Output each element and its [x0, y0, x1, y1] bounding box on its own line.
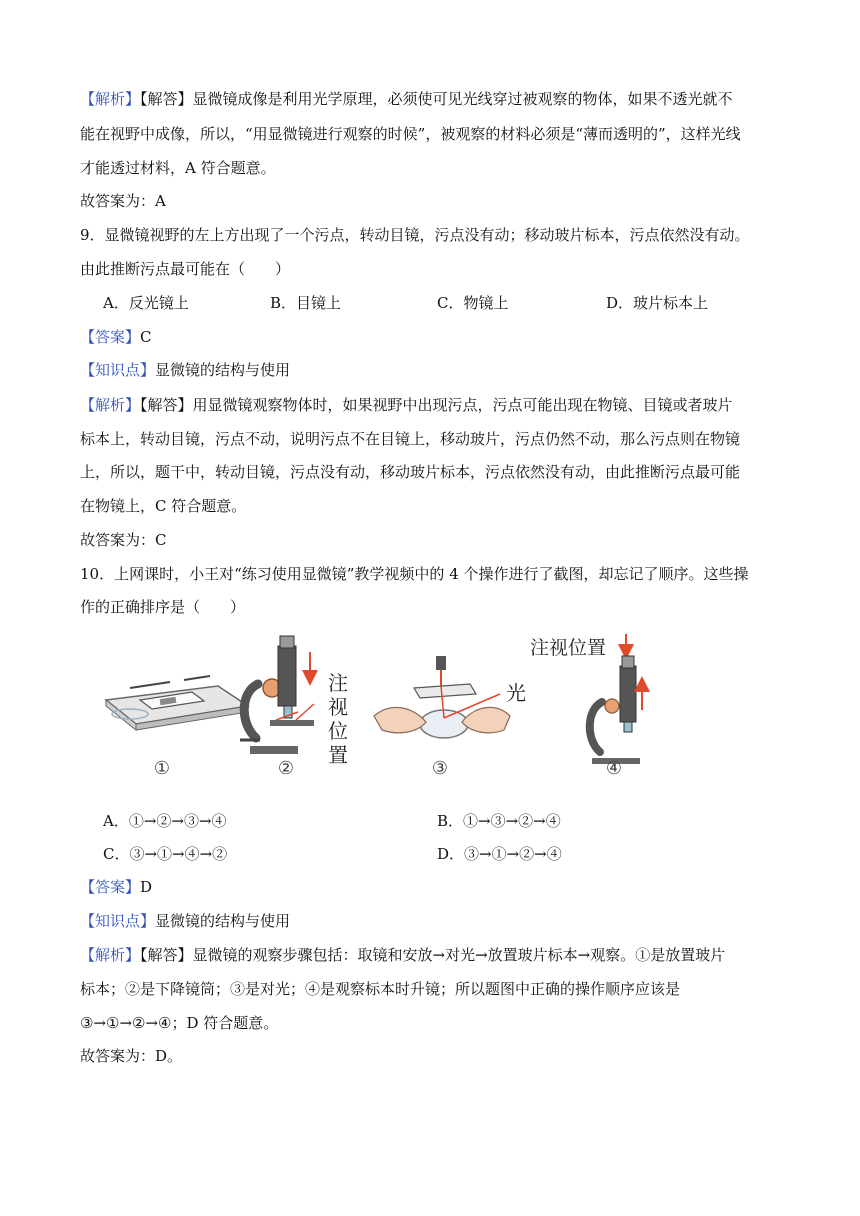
q10-stem-line-1: 10．上网课时，小王对“练习使用显微镜”教学视频中的 4 个操作进行了截图，却忘记了顺序。这些操 — [80, 565, 749, 583]
knowledge-tag: 【知识点】 — [80, 912, 156, 930]
microscope-steps-svg — [100, 628, 680, 784]
step2-watch-label-char-4: 置 — [328, 743, 348, 767]
analysis-tag: 【解析】 — [80, 946, 141, 964]
q10-option-c: C．③→①→④→② — [103, 845, 228, 863]
q10-option-b: B．①→③→②→④ — [437, 812, 561, 830]
q9-knowledge: 【知识点】显微镜的结构与使用 — [80, 361, 291, 379]
q10-answer: 【答案】D — [80, 878, 153, 896]
answer-tag: 【答案】 — [80, 328, 141, 346]
q9-analysis-line-3: 上，所以，题干中，转动目镜，污点没有动，移动玻片标本，污点依然没有动，由此推断污点最可能 — [80, 463, 741, 481]
step2-watch-label-char-2: 视 — [328, 695, 348, 719]
q10-analysis-line-2: 标本；②是下降镜筒；③是对光；④是观察标本时升镜；所以题图中正确的操作顺序应该是 — [80, 980, 681, 998]
step4-microscope-illustration — [530, 634, 642, 764]
q10-final-answer: 故答案为：D。 — [80, 1047, 183, 1065]
q9-option-b: B．目镜上 — [270, 294, 342, 312]
q10-analysis-line-3: ③→①→②→④；D 符合题意。 — [80, 1014, 279, 1032]
q9-option-d: D．玻片标本上 — [606, 294, 709, 312]
knowledge-tag: 【知识点】 — [80, 361, 156, 379]
q8-analysis-line-3: 才能透过材料，A 符合题意。 — [80, 159, 276, 177]
step3-mirror-illustration — [374, 656, 510, 738]
q10-knowledge: 【知识点】显微镜的结构与使用 — [80, 912, 291, 930]
answer-tag: 【答案】 — [80, 878, 141, 896]
microscope-steps-figure — [100, 628, 680, 784]
step3-label: ③ — [431, 758, 449, 779]
q10-analysis-line-1: 【解析】【解答】显微镜的观察步骤包括：取镜和安放→对光→放置玻片标本→观察。①是放置玻片 — [80, 946, 726, 964]
q10-option-a: A．①→②→③→④ — [103, 812, 227, 830]
q8-analysis-line-2: 能在视野中成像，所以，“用显微镜进行观察的时候”，被观察的材料必须是“薄而透明的”，这样光线 — [80, 125, 741, 143]
q9-analysis-line-1: 【解析】【解答】用显微镜观察物体时，如果视野中出现污点，污点可能出现在物镜、目镜或者玻片 — [80, 396, 733, 414]
q9-final-answer: 故答案为：C — [80, 531, 167, 549]
step2-watch-label-char-3: 位 — [328, 719, 348, 743]
q9-analysis-line-4: 在物镜上，C 符合题意。 — [80, 497, 247, 515]
step1-label: ① — [153, 758, 171, 779]
step1-stage-illustration — [106, 676, 248, 730]
analysis-tag: 【解析】 — [80, 90, 141, 108]
step2-watch-label-char-1: 注 — [328, 671, 348, 695]
q9-analysis-line-2: 标本上，转动目镜，污点不动，说明污点不在目镜上，移动玻片，污点仍然不动，那么污点则在物镜 — [80, 430, 741, 448]
q9-option-a: A．反光镜上 — [103, 294, 189, 312]
step4-watch-label: 注视位置 — [530, 637, 607, 659]
q9-option-c: C．物镜上 — [437, 294, 509, 312]
q9-stem-line-2: 由此推断污点最可能在（ ） — [80, 260, 291, 278]
q8-analysis-line-1: 【解析】【解答】显微镜成像是利用光学原理，必须使可见光线穿过被观察的物体，如果不透光就不 — [80, 90, 733, 108]
q9-answer: 【答案】C — [80, 328, 152, 346]
step4-label: ④ — [605, 758, 623, 779]
q10-stem-line-2: 作的正确排序是（ ） — [80, 598, 246, 616]
q10-option-d: D．③→①→②→④ — [437, 845, 562, 863]
step2-label: ② — [277, 758, 295, 779]
q9-stem-line-1: 9．显微镜视野的左上方出现了一个污点，转动目镜，污点没有动；移动玻片标本，污点依然没有动。 — [80, 226, 750, 244]
step3-light-label: 光 — [506, 681, 526, 705]
q8-final-answer: 故答案为：A — [80, 192, 166, 210]
analysis-tag: 【解析】 — [80, 396, 141, 414]
step2-microscope-illustration — [240, 636, 314, 754]
